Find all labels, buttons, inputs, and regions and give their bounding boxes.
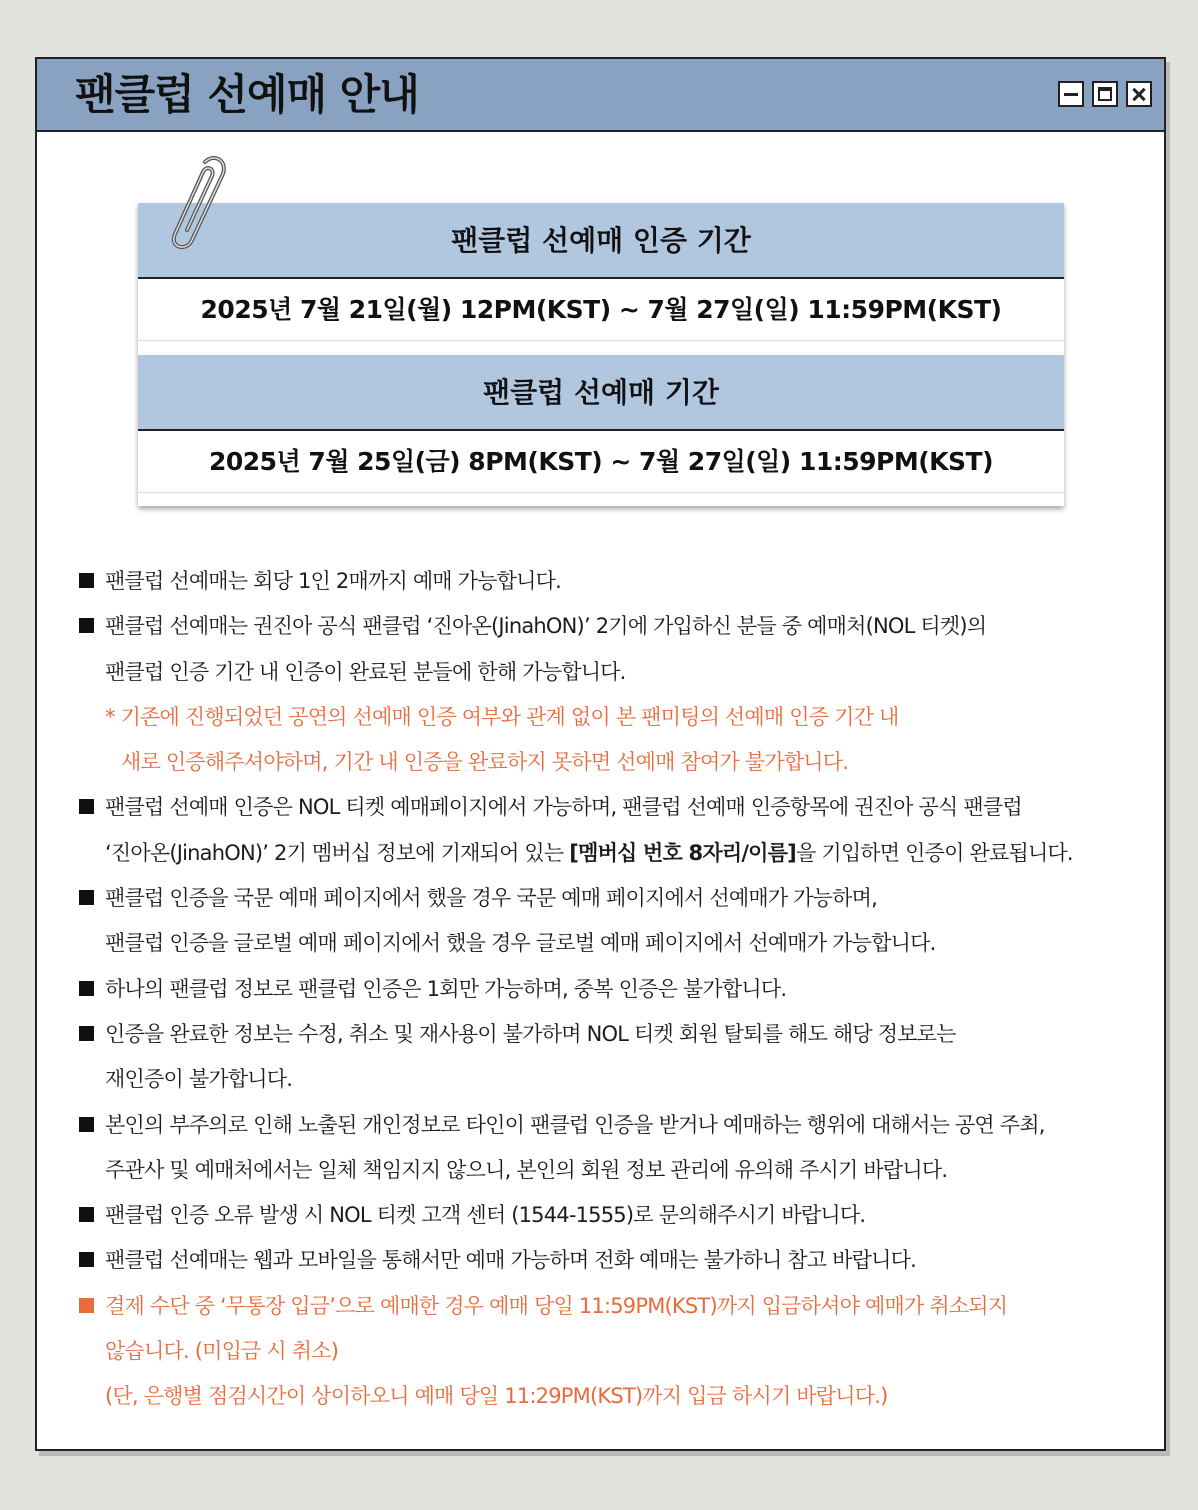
note-text: 재인증이 불가합니다. — [105, 1067, 293, 1092]
note-bold-text: [멤버십 번호 8자리/이름] — [569, 840, 796, 865]
presale-period-value: 2025년 7월 25일(금) 8PM(KST) ~ 7월 27일(일) 11:59PM(KST) — [138, 431, 1064, 493]
list-item — [77, 1103, 1147, 1148]
list-item-continuation — [77, 1148, 1147, 1193]
list-item — [77, 559, 1147, 604]
note-text: 팬클럽 선예매는 권진아 공식 팬클럽 ‘진아온(JinahON)’ 2기에 가입하신 분들 중 예매처(NOL 티켓)의 — [105, 614, 987, 639]
payment-warning-continuation — [77, 1329, 1147, 1374]
list-item-continuation — [77, 650, 1147, 695]
payment-warning-item — [77, 1284, 1147, 1329]
warning-note — [77, 695, 1147, 740]
close-icon[interactable] — [1126, 81, 1152, 107]
note-text: 팬클럽 선예매는 웹과 모바일을 통해서만 예매 가능하며 전화 예매는 불가하니 참고 바랍니다. — [105, 1248, 916, 1273]
bullet-square-icon — [79, 1026, 94, 1041]
note-text: * 기존에 진행되었던 공연의 선예매 인증 여부와 관계 없이 본 팬미팅의 선예매 인증 기간 내 — [105, 704, 899, 729]
note-text: 새로 인증해주셔야하며, 기간 내 인증을 완료하지 못하면 선예매 참여가 불가합니다. — [121, 750, 849, 775]
bullet-square-icon — [79, 1207, 94, 1222]
note-text: 않습니다. (미입금 시 취소) — [105, 1339, 339, 1364]
note-text: 결제 수단 중 ‘무통장 입금’으로 예매한 경우 예매 당일 11:59PM(KST)까지 입금하셔야 예매가 취소되지 — [105, 1293, 1008, 1318]
note-text: 을 기입하면 인증이 완료됩니다. — [795, 840, 1073, 865]
note-text: 팬클럽 선예매는 회당 1인 2매까지 예매 가능합니다. — [105, 569, 561, 593]
minimize-icon[interactable] — [1058, 81, 1084, 107]
bullet-square-icon — [79, 1252, 94, 1267]
list-item — [77, 967, 1147, 1012]
title-bar[interactable] — [37, 59, 1164, 132]
note-text: 본인의 부주의로 인해 노출된 개인정보로 타인이 팬클럽 인증을 받거나 예매하는 행위에 대해서는 공연 주최, — [105, 1112, 1045, 1137]
list-item-continuation — [77, 831, 1147, 876]
note-text: (단, 은행별 점검시간이 상이하오니 예매 당일 11:29PM(KST)까지 입금 하시기 바랍니다.) — [105, 1384, 888, 1409]
list-item — [77, 1193, 1147, 1238]
bullet-square-icon — [79, 573, 94, 588]
note-text: 인증을 완료한 정보는 수정, 취소 및 재사용이 불가하며 NOL 티켓 회원 탈퇴를 해도 해당 정보로는 — [105, 1021, 956, 1046]
notice-list — [77, 559, 1147, 1420]
window-title: 팬클럽 선예매 안내 — [75, 70, 419, 119]
note-text: 팬클럽 인증을 글로벌 예매 페이지에서 했을 경우 글로벌 예매 페이지에서 선예매가 가능합니다. — [105, 931, 936, 956]
window-controls — [1058, 81, 1152, 107]
warning-note-continuation — [77, 740, 1147, 785]
auth-period-value: 2025년 7월 21일(월) 12PM(KST) ~ 7월 27일(일) 11:59PM(KST) — [138, 279, 1064, 341]
note-text: 주관사 및 예매처에서는 일체 책임지지 않으니, 본인의 회원 정보 관리에 유의해 주시기 바랍니다. — [105, 1157, 948, 1182]
note-text: 팬클럽 인증을 국문 예매 페이지에서 했을 경우 국문 예매 페이지에서 선예매가 가능하며, — [105, 886, 877, 911]
presale-period-header: 팬클럽 선예매 기간 — [138, 355, 1064, 431]
card-gap — [138, 341, 1064, 355]
list-item-continuation — [77, 921, 1147, 966]
period-card — [138, 203, 1064, 506]
payment-warning-continuation — [77, 1374, 1147, 1419]
list-item — [77, 785, 1147, 830]
note-text: 팬클럽 선예매 인증은 NOL 티켓 예매페이지에서 가능하며, 팬클럽 선예매 인증항목에 권진아 공식 팬클럽 — [105, 795, 1022, 820]
list-item — [77, 604, 1147, 649]
list-item — [77, 1238, 1147, 1283]
note-text: 팬클럽 인증 오류 발생 시 NOL 티켓 고객 센터 (1544-1555)로 문의해주시기 바랍니다. — [105, 1203, 866, 1228]
paperclip-icon — [167, 154, 237, 254]
bullet-square-icon — [79, 890, 94, 905]
list-item — [77, 876, 1147, 921]
bullet-square-icon — [79, 799, 94, 814]
bullet-square-icon — [79, 981, 94, 996]
note-text: 하나의 팬클럽 정보로 팬클럽 인증은 1회만 가능하며, 중복 인증은 불가합니다. — [105, 976, 787, 1001]
bullet-square-icon — [79, 1298, 94, 1313]
note-text: 팬클럽 인증 기간 내 인증이 완료된 분들에 한해 가능합니다. — [105, 659, 626, 684]
list-item — [77, 1012, 1147, 1057]
bullet-square-icon — [79, 1117, 94, 1132]
notice-window — [35, 57, 1166, 1451]
bullet-square-icon — [79, 618, 94, 633]
note-text: ‘진아온(JinahON)’ 2기 멤버십 정보에 기재되어 있는 — [105, 840, 570, 865]
auth-period-header: 팬클럽 선예매 인증 기간 — [138, 203, 1064, 279]
list-item-continuation — [77, 1057, 1147, 1102]
maximize-icon[interactable] — [1092, 81, 1118, 107]
